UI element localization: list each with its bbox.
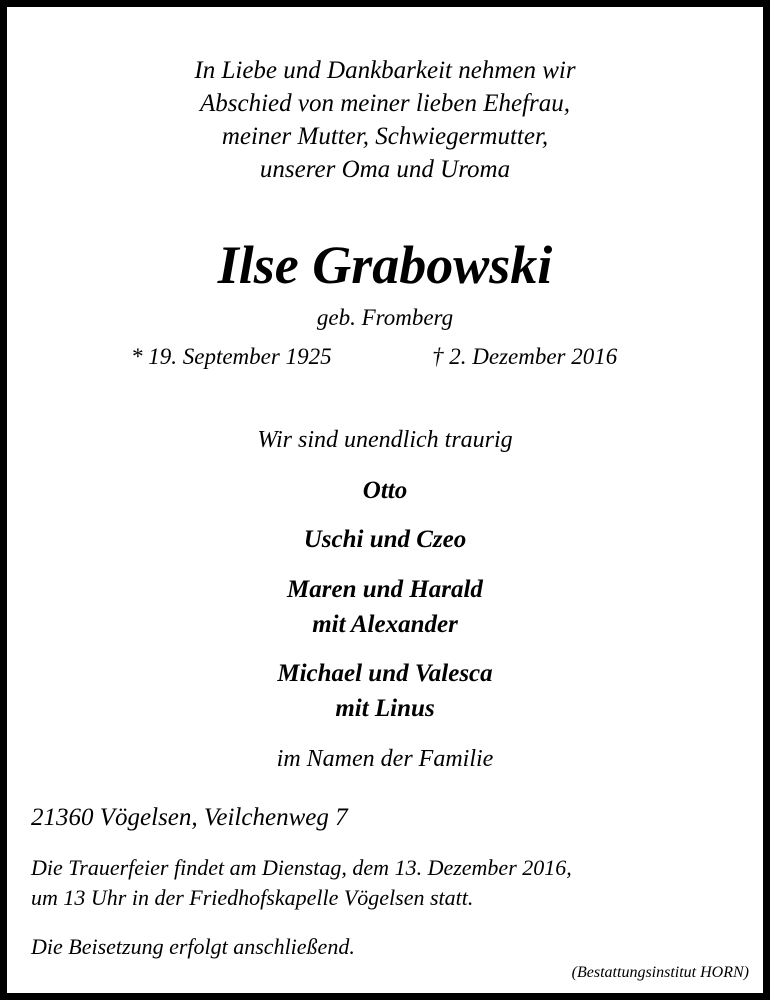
family-member-alexander: mit Alexander xyxy=(312,611,458,638)
family-member-otto: Otto xyxy=(362,477,408,504)
ceremony-line-2: um 13 Uhr in der Friedhofskapelle Vögelsen statt. xyxy=(31,885,474,910)
address: 21360 Vögelsen, Veilchenweg 7 xyxy=(31,804,348,831)
intro-line-1: In Liebe und Dankbarkeit nehmen wir xyxy=(194,57,576,84)
intro-line-4: unserer Oma und Uroma xyxy=(259,156,511,183)
family-member-linus: mit Linus xyxy=(335,695,435,722)
death-date: † 2. Dezember 2016 xyxy=(432,344,618,369)
family-member-maren-harald: Maren und Harald xyxy=(287,576,483,603)
burial-note: Die Beisetzung erfolgt anschließend. xyxy=(31,934,355,959)
mourning-line: Wir sind unendlich traurig xyxy=(257,427,513,453)
deceased-name: Ilse Grabowski xyxy=(217,235,553,295)
birth-name: geb. Fromberg xyxy=(316,305,454,330)
family-member-uschi-czeo: Uschi und Czeo xyxy=(303,526,467,553)
funeral-home: (Bestattungsinstitut HORN) xyxy=(571,964,749,981)
intro-line-3: meiner Mutter, Schwiegermutter, xyxy=(221,123,549,150)
intro-line-2: Abschied von meiner lieben Ehefrau, xyxy=(199,90,571,117)
family-closing: im Namen der Familie xyxy=(276,746,494,772)
ceremony-line-1: Die Trauerfeier findet am Dienstag, dem 13. Dezember 2016, xyxy=(31,855,572,880)
family-member-michael-valesca: Michael und Valesca xyxy=(277,660,493,687)
birth-date: * 19. September 1925 xyxy=(131,344,332,369)
